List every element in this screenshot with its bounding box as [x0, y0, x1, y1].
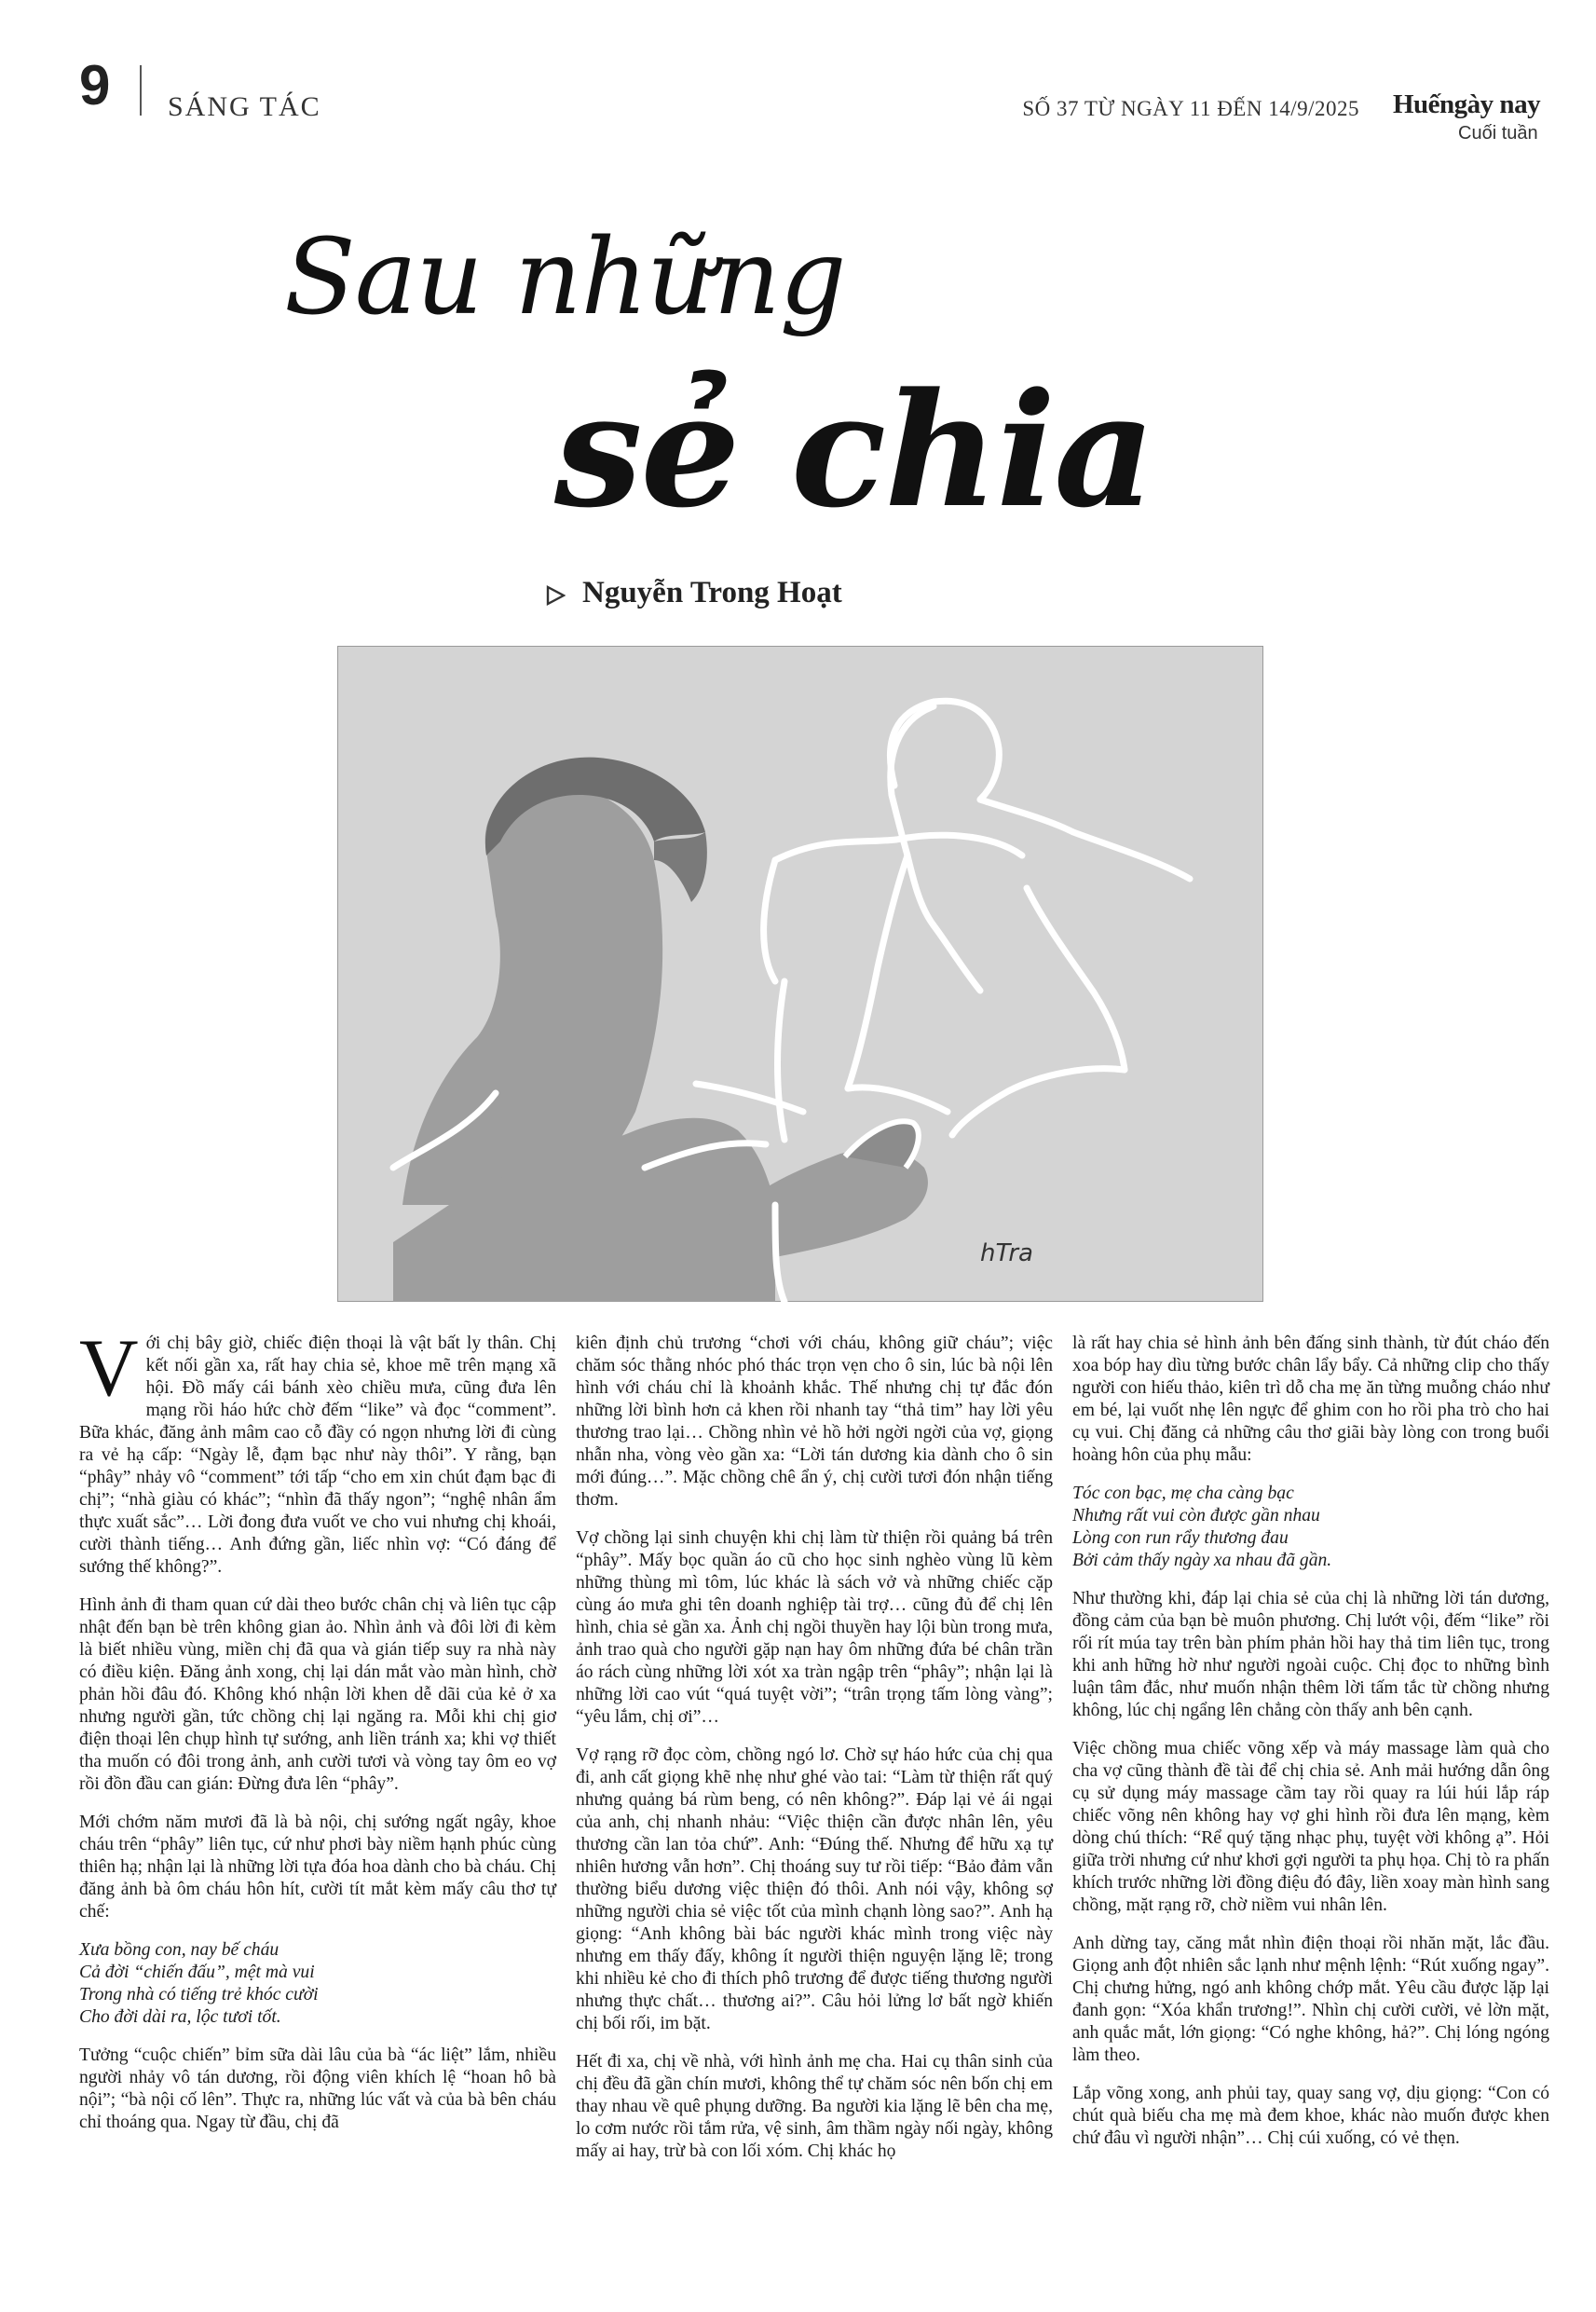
paragraph: Như thường khi, đáp lại chia sẻ của chị là những lời tán dương, đồng cảm của bạn bè muôn phương. Chị lướt vội, đếm “like” rồi rối rít múa tay trên bàn phím phản hồi hay thả tim liên tục, trong khi anh hững hờ như người ngoài cuộc. Chị đọc to những bình luận tâm đắc, như muốn nhận thêm lời tấm tắc từ chồng nhưng không, lúc chị ngẩng lên chẳng còn thấy anh bên cạnh.	[1072, 1589, 1549, 1720]
section-label: SÁNG TÁC	[168, 91, 321, 122]
paragraph: Anh dừng tay, căng mắt nhìn điện thoại rồi nhăn mặt, lắc đầu. Giọng anh đột nhiên sắc lạnh như mệnh lệnh: “Rút xuống ngay”. Chị chưng hửng, ngó anh không chớp mắt. Yêu cầu được lặp lại đanh gọn: “Xóa khẩn trương!”. Nhìn chị cười cười, vẻ lờn mặt, anh quắc mắt, lớn giọng: “Có nghe không, hả?”. Chị lóng ngóng làm theo.	[1072, 1934, 1549, 2065]
article-column-2	[576, 1333, 1053, 2179]
paragraph: Với chị bây giờ, chiếc điện thoại là vật bất ly thân. Chị kết nối gần xa, rất hay chia sẻ, khoe mẽ trên mạng xã hội. Đồ mấy cái bánh xèo chiều mưa, cũng đưa lên mạng rồi háo hức chờ đếm “like” và đọc “comment”. Bữa khác, đăng ảnh mâm cao cỗ đầy có ngọn nhưng lời đi cùng ra vẻ hạ cấp: “Ngày lễ, đạm bạc như này thôi”. Y rằng, bạn “phây” nhảy vô “comment” tới tấp “cho em xin chút đạm bạc đi chị”; “nhà giàu có khác”; “nhìn đã thấy ngon”; “nghệ nhân ẩm thực xuất sắc”… Lời đong đưa vuốt ve cho vui nhưng chị khoái, cười thành tiếng… Anh đứng gần, liếc nhìn vợ: “Có đáng để sướng thế không?”.	[79, 1323, 556, 1577]
paragraph: là rất hay chia sẻ hình ảnh bên đấng sinh thành, từ đút cháo đến xoa bóp hay dìu từng bước chân lẩy bẩy. Cả những clip cho thấy người con hiếu thảo, kiên trì dỗ cha mẹ ăn từng muỗng cháo như em bé, lại vuốt nhẹ lên ngực để ghim con ho rồi pha trò cho hai cụ vui. Chị đăng cả những câu thơ giãi bày lòng con trong buổi hoàng hôn của phụ mẫu:	[1072, 1334, 1549, 1465]
paragraph: kiên định chủ trương “chơi với cháu, không giữ cháu”; việc chăm sóc thằng nhóc phó thác trọn vẹn cho ô sin, lúc bà nội lên hình với cháu chỉ là khoảnh khắc. Thế nhưng chị tự đắc đón những lời bình hơn cả khen rồi nhanh tay “thả tim” hay lời yêu thương trao lại… Chồng nhìn vẻ hồ hởi ngời ngời của vợ, giọng nhẫn nha, vòng vèo gần xa: “Lời tán dương kia dành cho ô sin mới đúng…”. Mặc chồng chê ẩn ý, chị cười tươi đón nhận tiếng thơm.	[576, 1334, 1053, 1510]
paragraph: Vợ chồng lại sinh chuyện khi chị làm từ thiện rồi quảng bá trên “phây”. Mấy bọc quần áo cũ cho học sinh nghèo vùng lũ kèm những thùng mì tôm, lúc khác là sách vở và những chiếc cặp cùng áo mưa ghi tên doanh nghiệp tài trợ… cũng đủ để chị lên hình, chia sẻ gần xa. Ảnh chị ngồi thuyền hay lội bùn trong mưa, ảnh trao quà cho người gặp nạn hay ôm những đứa bé chân trần áo rách cùng những lời xót xa tràn ngập trên “phây”; nhận lại là những lời cao vút “quá tuyệt vời”; “trân trọng tấm lòng vàng”; “yêu lắm, chị ơi”…	[576, 1528, 1053, 1727]
article-column-1	[79, 1323, 556, 2150]
page-number: 9	[79, 54, 111, 116]
paragraph: Lắp võng xong, anh phủi tay, quay sang vợ, dịu giọng: “Con có chút quà biếu cha mẹ mà đem khoe, khác nào muốn được khen chứ đâu vì người nhận”… Chị cúi xuống, có vẻ thẹn.	[1072, 2084, 1549, 2148]
logo-sub-text: Cuối tuần	[1458, 123, 1538, 144]
triangle-play-icon	[545, 585, 566, 606]
page-header	[0, 0, 1596, 149]
article-title-line-2: sẻ chia	[554, 358, 1154, 542]
paragraph: Tưởng “cuộc chiến” bỉm sữa dài lâu của bà “ác liệt” lắm, nhiều người nhảy vô tán dương, rồi động viên khích lệ “hoan hô bà nội”; “bà nội cố lên”. Thực ra, những lúc vất và của bà bên cháu chỉ thoáng qua. Ngay từ đầu, chị đã	[79, 2045, 556, 2132]
drop-cap: V	[79, 1323, 139, 1414]
paragraph: Việc chồng mua chiếc võng xếp và máy massage làm quà cho cha vợ cũng thành đề tài để chị chia sẻ. Anh mải hướng dẫn ông cụ sử dụng máy massage cầm tay rồi quay ra lúi húi lắp ráp chiếc võng nên không hay vợ ghi hình rồi đưa lên mạng, kèm dòng chú thích: “Rể quý tặng nhạc phụ, tuyệt vời không ạ”. Hỏi giữa trời nhưng cứ như khơi gợi người ta phụ họa. Chị tò ra phấn khích trước những lời đồng điệu đó đây, liền xoay màn hình sang chồng, mặt rạng rỡ, chờ niềm vui nhân lên.	[1072, 1739, 1549, 1915]
poem-verse: Xưa bồng con, nay bế cháu Cả đời “chiến đấu”, mệt mà vui Trong nhà có tiếng trẻ khóc cười Cho đời dài ra, lộc tươi tốt.	[79, 1940, 319, 2027]
issue-info: SỐ 37 TỪ NGÀY 11 ĐẾN 14/9/2025	[1022, 97, 1359, 120]
paragraph: Hình ảnh đi tham quan cứ dài theo bước chân chị và liên tục cập nhật đến bạn bè trên không gian ảo. Nhìn ảnh và đôi lời đi kèm là biết nhiều vùng, miền chị đã qua và gián tiếp suy ra nhà này có điều kiện. Đăng ảnh xong, chị lại dán mắt vào màn hình, chờ phản hồi đâu đó. Không khó nhận lời khen dễ dãi của kẻ ở xa nhưng người gần, tức chồng chị lại ngăng ra. Mỗi khi chị giơ điện thoại lên chụp hình tự sướng, anh liền tránh xa; khi vợ thiết tha muốn có đôi trong ảnh, anh cười tươi và vòng tay ôm eo vợ rồi đồn đầu can gián: Đừng đưa lên “phây”.	[79, 1595, 556, 1794]
logo-main-text: Huếngày nay	[1393, 89, 1541, 119]
poem-verse: Tóc con bạc, mẹ cha càng bạc Nhưng rất vui còn được gần nhau Lòng con run rẩy thương đau Bởi cảm thấy ngày xa nhau đã gần.	[1072, 1484, 1332, 1570]
header-divider	[140, 65, 142, 116]
publication-logo	[1393, 89, 1551, 164]
paragraph: Hết đi xa, chị về nhà, với hình ảnh mẹ cha. Hai cụ thân sinh của chị đều đã gần chín mươi, không thể tự chăm sóc nên bốn chị em thay nhau về quê phụng dưỡng. Ba người kia lặng lẽ bên cha mẹ, lo cơm nước rồi tắm rửa, vệ sinh, âm thầm ngày nối ngày, không mấy ai hay, trừ bà con lối xóm. Chị khác họ	[576, 2052, 1053, 2161]
article-column-3	[1072, 1333, 1549, 2166]
article-title-line-1: Sau những	[284, 217, 846, 338]
article-illustration	[337, 646, 1263, 1302]
paragraph: Vợ rạng rỡ đọc còm, chồng ngó lơ. Chờ sự háo hức của chị qua đi, anh cất giọng khẽ nhẹ như ghé vào tai: “Làm từ thiện rất quý nhưng quảng bá rùm beng, có nên không?”. Đáp lại vẻ ái ngại của anh, chị nhanh nhảu: “Việc thiện cần được nhân lên, yêu thương cần lan tỏa chứ”. Anh: “Đúng thế. Nhưng để hữu xạ tự nhiên hương vẫn hơn”. Chị thoáng suy tư rồi tiếp: “Bảo đảm vẫn thường biểu dương việc thiện đó thôi. Anh nói vậy, không sợ những người chia sẻ việc tốt của mình chạnh lòng sao?”. Anh hạ giọng: “Anh không bài bác người khác mình trong việc này nhưng em thấy đấy, không ít người thiện nguyện lặng lẽ; trong khi nhiều kẻ cho đi thích phô trương để được tiếng thương người nhưng thực chất… thương ai?”. Câu hỏi lửng lơ bất ngờ khiến chị bối rối, im bặt.	[576, 1745, 1053, 2033]
paragraph: Mới chớm năm mươi đã là bà nội, chị sướng ngất ngây, khoe cháu trên “phây” liên tục, cứ như phơi bày niềm hạnh phúc cùng thiên hạ; nhận lại là những lời tựa đóa hoa dành cho bà cháu. Chị đăng ảnh bà ôm cháu hôn hít, cười tít mắt kèm mấy câu thơ tự chế:	[79, 1813, 556, 1922]
artist-signature: hTra	[980, 1239, 1033, 1267]
author-name: Nguyễn Trong Hoạt	[582, 576, 842, 609]
